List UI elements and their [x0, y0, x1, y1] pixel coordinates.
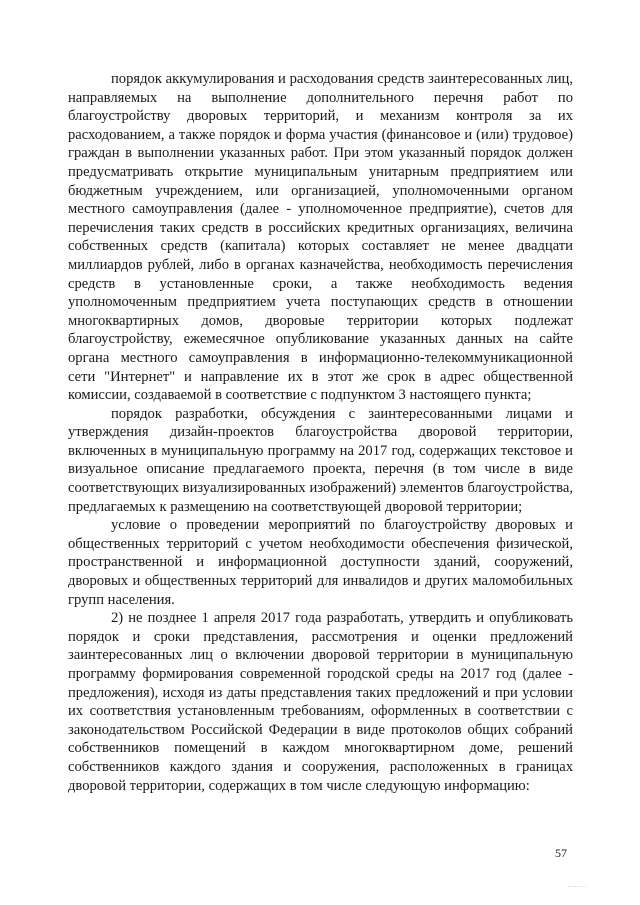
- page-number: 57: [555, 846, 567, 860]
- body-text: [68, 70, 573, 795]
- paragraph: порядок аккумулирования и расходования средств заинтересованных лиц, направляемых на выполнение дополнительного перечня работ по благоустройству дворовых территорий, и механизм контроля за их расходованием, а также порядок и форма участия (финансовое и (или) трудовое) граждан в выполнении указанных работ. При этом указанный порядок должен предусматривать открытие муниципальным унитарным предприятием или бюджетным учреждением, или организацией, уполномоченными органом местного самоуправления (далее - уполномоченное предприятие), счетов для перечисления таких средств в российских кредитных организациях, величина собственных средств (капитала) которых составляет не менее двадцати миллиардов рублей, либо в органах казначейства, необходимость перечисления средств в установленные сроки, а также необходимость ведения уполномоченным предприятием учета поступающих средств в отношении многоквартирных домов, дворовые территории которых подлежат благоустройству, ежемесячное опубликование указанных данных на сайте органа местного самоуправления в информационно-телекоммуникационной сети "Интернет" и направление их в этот же срок в адрес общественной комиссии, создаваемой в соответствие с подпунктом 3 настоящего пункта;: [68, 71, 573, 404]
- paragraph: 2) не позднее 1 апреля 2017 года разработать, утвердить и опубликовать порядок и сроки представления, рассмотрения и оценки предложений заинтересованных лиц о включении дворовой территории в муниципальную программу формирования современной городской среды на 2017 год (далее - предложения), исходя из даты представления таких предложений и при условии их соответствия установленным требованиям, оформленных в соответствии с законодательством Российской Федерации в виде протоколов общих собраний собственников помещений в каждом многоквартирном доме, решений собственников каждого здания и сооружения, расположенных в границах дворовой территории, содержащих в том числе следующую информацию:: [68, 610, 573, 794]
- scan-artifact: [568, 886, 586, 891]
- paragraph: условие о проведении мероприятий по благоустройству дворовых и общественных территорий с учетом необходимости обеспечения физической, пространственной и информационной доступности зданий, сооружений, дворовых и общественных территорий для инвалидов и других маломобильных групп населения.: [68, 517, 573, 608]
- paragraph: порядок разработки, обсуждения с заинтересованными лицами и утверждения дизайн-проектов благоустройства дворовой территории, включенных в муниципальную программу на 2017 год, содержащих текстовое и визуальное описание предлагаемого проекта, перечня (в том числе в виде соответствующих визуализированных изображений) элементов благоустройства, предлагаемых к размещению на соответствующей дворовой территории;: [68, 405, 573, 515]
